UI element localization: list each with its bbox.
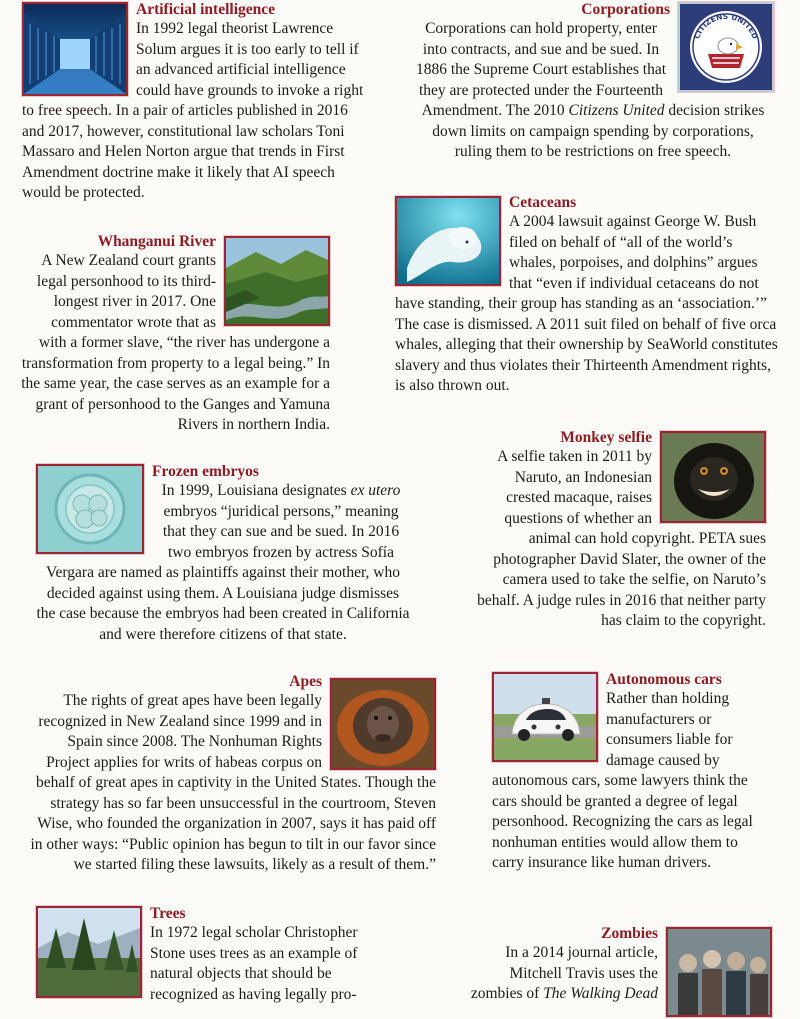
heading-cetaceans: Cetaceans — [509, 194, 577, 211]
macaque-selfie-photo — [660, 431, 766, 523]
heading-monkey-selfie: Monkey selfie — [560, 429, 652, 446]
body-corporations: Corporations can hold property, enter into contracts, and sue and be sued. In 1886 the Supreme Court establishes that they are protected under the Fourteenth Amendment. The 2010 Citizens United decision strikes down limits on campaign spending by corporations, ruling them to be restrictions on free speech. — [415, 20, 765, 160]
entry-artificial-intelligence — [22, 0, 366, 204]
entry-trees — [36, 904, 370, 1005]
server-room-photo — [22, 2, 128, 96]
body-trees: In 1972 legal scholar Christopher Stone uses trees as an example of natural objects that should be recognized as having legally pro- — [150, 924, 358, 1003]
body-monkey-selfie: A selfie taken in 2011 by Naruto, an Indonesian crested macaque, raises questions of whether an animal can hold copyright. PETA sues photographer David Slater, the owner of the camera used to take the selfie, on Naruto’s behalf. A judge rules in 2016 that neither party has claim to the copyright. — [477, 448, 766, 629]
beluga-whale-photo — [395, 196, 501, 286]
heading-whanganui-river: Whanganui River — [97, 233, 216, 250]
heading-trees: Trees — [150, 905, 186, 922]
heading-zombies: Zombies — [601, 925, 658, 942]
entry-corporations — [412, 0, 774, 163]
river-landscape-photo — [224, 236, 330, 326]
heading-frozen-embryos: Frozen embryos — [152, 463, 259, 480]
entry-cetaceans — [395, 193, 783, 397]
entry-autonomous-cars — [492, 670, 772, 874]
heading-corporations: Corporations — [581, 1, 670, 18]
body-frozen-embryos: In 1999, Louisiana designates ex utero embryos “juridical persons,” meaning that they can sue and be sued. In 2016 two embryos frozen by actress Sofía Vergara are named as plaintiffs against their mother, who decided against using them. A Louisiana judge dismisses the case because the embryos had been created in California and were therefore citizens of that state. — [36, 482, 410, 643]
entry-monkey-selfie — [472, 428, 766, 632]
body-cetaceans: A 2004 lawsuit against George W. Bush filed on behalf of “all of the world’s whales, porpoises, and dolphins” argues that “even if individual cetaceans do not have standing, their group has standing as an ‘association.’” The case is dismissed. A 2011 suit filed on behalf of five orca whales, alleging that their ownership by SeaWorld constitutes slavery and thus violates their Thirteenth Amendment rights, is also thrown out. — [395, 213, 778, 394]
entry-whanganui-river — [20, 232, 330, 436]
zombie-crowd-photo — [666, 927, 772, 1017]
body-artificial-intelligence: In 1992 legal theorist Lawrence Solum argues it is too early to tell if an advanced artificial intelligence could have grounds to invoke a right to free speech. In a pair of articles published in 2016 and 2017, however, constitutional law scholars Toni Massaro and Helen Norton argue that trends in First Amendment doctrine make it likely that AI speech would be protected. — [22, 20, 364, 201]
heading-artificial-intelligence: Artificial intelligence — [136, 1, 276, 18]
forest-photo — [36, 906, 142, 998]
embryo-microscope-photo — [36, 464, 144, 554]
self-driving-car-photo — [492, 672, 598, 762]
body-apes: The rights of great apes have been legally recognized in New Zealand since 1999 and in Spain since 2008. The Nonhuman Rights Project applies for writs of habeas corpus on behalf of great apes in captivity in the United States. Though the strategy has so far been unsuccessful in the courtroom, Steven Wise, who founded the organization in 2007, says it has paid off in other ways: “Public opinion has begun to tilt in our favor since we started filing these lawsuits, likely as a result of them.” — [30, 692, 436, 873]
heading-autonomous-cars: Autonomous cars — [606, 671, 722, 688]
body-whanganui-river: A New Zealand court grants legal personhood to its third-longest river in 2017. One commentator wrote that as with a former slave, “the river has undergone a transformation from property to a legal being.” In the same year, the case serves as an example for a grant of personhood to the Ganges and Yamuna Rivers in northern India. — [21, 252, 330, 433]
body-autonomous-cars: Rather than holding manufacturers or consumers liable for damage caused by autonomous cars, some lawyers think the cars should be granted a degree of legal personhood. Recognizing the cars as legal nonhuman entities would allow them to carry insurance like human drivers. — [492, 690, 753, 871]
entry-zombies — [460, 924, 772, 1019]
orangutan-photo — [330, 678, 436, 770]
citizens-united-eagle-logo — [678, 2, 774, 92]
logo-text: CITIZENS UNITED — [692, 11, 760, 41]
heading-apes: Apes — [289, 673, 322, 690]
entry-frozen-embryos — [36, 462, 410, 645]
entry-apes — [24, 672, 436, 876]
body-zombies: In a 2014 journal article, Mitchell Travis uses the zombies of The Walking Dead — [470, 944, 658, 1002]
